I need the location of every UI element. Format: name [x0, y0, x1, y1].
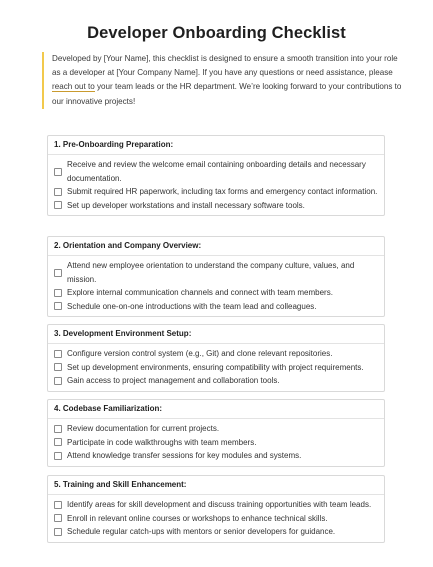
intro-text-end: your team leads or the HR department. We’re looking forward to your contributions to our innovative projects! [52, 82, 402, 106]
checklist-item [54, 512, 378, 526]
page-title: Developer Onboarding Checklist [87, 24, 346, 42]
checkbox[interactable] [54, 438, 62, 446]
checklist-item [54, 158, 378, 185]
section-heading: 5. Training and Skill Enhancement: [48, 476, 384, 495]
checklist-item-text: Attend new employee orientation to understand the company culture, values, and mission. [67, 261, 355, 284]
checkbox[interactable] [54, 350, 62, 358]
checklist-item [54, 361, 378, 375]
checkbox[interactable] [54, 363, 62, 371]
checklist-item-text: Set up developer workstations and install necessary software tools. [67, 200, 305, 210]
checklist-item-text: Receive and review the welcome email containing onboarding details and necessary documentation. [67, 160, 366, 183]
section-dev-environment [47, 324, 385, 392]
checklist-item-text: Participate in code walkthroughs with team members. [67, 437, 257, 447]
section-orientation [47, 236, 385, 317]
intro-paragraph [42, 52, 402, 109]
checklist-item-text: Explore internal communication channels and connect with team members. [67, 288, 333, 297]
checkbox[interactable] [54, 377, 62, 385]
checklist-item-text: Identify areas for skill development and discuss training opportunities with team leads. [67, 500, 372, 509]
checklist-item [54, 199, 378, 213]
checklist-item [54, 300, 378, 314]
checklist-item-text: Enroll in relevant online courses or workshops to enhance technical skills. [67, 513, 328, 523]
checkbox[interactable] [54, 425, 62, 433]
section-heading: 3. Development Environment Setup: [48, 325, 384, 344]
checklist-item-text: Attend knowledge transfer sessions for key modules and systems. [67, 451, 302, 460]
section-heading: 2. Orientation and Company Overview: [48, 237, 384, 256]
checkbox[interactable] [54, 188, 62, 196]
checklist-item [54, 374, 378, 388]
checklist-item [54, 259, 378, 286]
checklist-item [54, 498, 378, 512]
checklist-item [54, 449, 378, 463]
checkbox[interactable] [54, 528, 62, 536]
checkbox[interactable] [54, 514, 62, 522]
intro-text-start: Developed by [Your Name], this checklist is designed to ensure a smooth transition into your role as a developer at [Your Company Name]. If you have any questions or need assistance, please [52, 54, 398, 78]
section-pre-onboarding [47, 135, 385, 216]
checklist-item [54, 436, 378, 450]
checklist-item [54, 422, 378, 436]
checklist-item [54, 286, 378, 300]
checklist-item [54, 185, 378, 199]
checkbox[interactable] [54, 168, 62, 176]
section-heading: 4. Codebase Familiarization: [48, 400, 384, 419]
section-training [47, 475, 385, 543]
checklist-item-text: Review documentation for current projects. [67, 424, 220, 433]
checklist-item-text: Schedule regular catch-ups with mentors or senior developers for guidance. [67, 527, 336, 536]
checklist-item-text: Schedule one-on-one introductions with the team lead and colleagues. [67, 301, 317, 311]
checklist-item-text: Gain access to project management and collaboration tools. [67, 376, 280, 385]
checklist-item-text: Configure version control system (e.g., Git) and clone relevant repositories. [67, 349, 333, 358]
checklist-item-text: Submit required HR paperwork, including tax forms and emergency contact information. [67, 187, 378, 196]
checkbox[interactable] [54, 269, 62, 277]
checkbox[interactable] [54, 501, 62, 509]
checklist-item [54, 347, 378, 361]
reach-out-link[interactable]: reach out to [52, 82, 95, 92]
checkbox[interactable] [54, 201, 62, 209]
checkbox[interactable] [54, 452, 62, 460]
checklist-item-text: Set up development environments, ensuring compatibility with project requirements. [67, 362, 364, 372]
section-codebase [47, 399, 385, 467]
checklist-item [54, 525, 378, 539]
section-heading: 1. Pre-Onboarding Preparation: [48, 136, 384, 155]
checkbox[interactable] [54, 302, 62, 310]
checkbox[interactable] [54, 289, 62, 297]
